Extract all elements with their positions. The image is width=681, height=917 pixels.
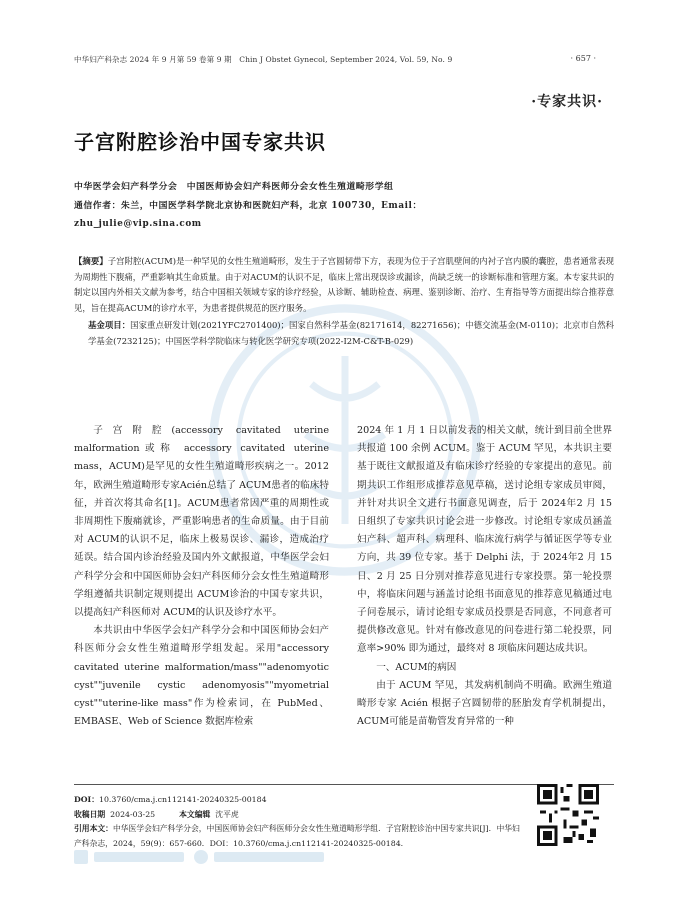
fund-paragraph [74, 318, 614, 349]
body-column-right [357, 422, 612, 731]
body-column-left [74, 422, 329, 731]
abstract [74, 254, 614, 349]
body-paragraph: 子宫附腔(accessory cavitated uterine malformation或称 accessory cavitated uterine mass，ACUM)是罕见的女性生殖道畸形疾病之一。2012 年，欧洲生殖道畸形专家Acién总结了 ACUM患者的临床特征，并首次将其命名[1]。ACUM患者常因严重的周期性或非周期性下腹痛就诊，严重影响患者的生命质量。由于目前对 ACUM的认识不足，临床上极易误诊、漏诊，造成治疗延误。结合国内诊治经验及国内外文献报道，中华医学会妇产科学分会和中国医师协会妇产科医师分会女性生殖道畸形学组遵循共识制定规则提出 ACUM诊治的中国专家共识，以提高妇产科医师对 ACUM的认识及诊疗水平。 [74, 425, 329, 619]
received-label: 收稿日期 [74, 809, 106, 819]
doi-label: DOI： [74, 795, 99, 804]
fund-text: 国家重点研发计划(2021YFC2701400)；国家自然科学基金(82171614，82271656)；中德交流基金(M-0110)；北京市自然科学基金(7232125)；中国医学科学院临床与转化医学研究专项(2022-I2M-C&T-B-029) [88, 320, 615, 346]
editor-name: 沈平虎 [215, 809, 239, 819]
body-paragraph: 2024 年 1 月 1 日以前发表的相关文献，统计到目前全世界共报道 100 余例 ACUM。鉴于 ACUM 罕见，本共识主要基于既往文献报道及有临床诊疗经验的专家提出的意见。前期共识工作组形成推荐意见草稿，送讨论组专家成员审阅，并针对共识全文进行书面意见调查，后于 2024年2 月 15 日组织了专家共识讨论会进一步修改。讨论组专家成员涵盖妇产科、超声科、病理科、临床流行病学与循证医学等专业方向，共 39 位专家。基于 Delphi 法，于 2024年2 月 15 日、2 月 25 日分别对推荐意见进行专家投票。第一轮投票中，将临床问题与涵盖讨论组书面意见的推荐意见稿通过电子问卷展示，请讨论组专家成员投票是否同意，不同意者可提供修改意见。针对有修改意见的问卷进行第二轮投票，同意率>90% 即为通过，最终对 8 项临床问题达成共识。 [357, 425, 612, 655]
abstract-label: 【摘要】 [74, 256, 108, 266]
editor-label: 本文编辑 [179, 809, 211, 819]
footer-rule [74, 784, 614, 785]
section-heading: 一、ACUM的病因 [376, 661, 457, 673]
abstract-text: 子宫附腔(ACUM)是一种罕见的女性生殖道畸形，发生于子宫圆韧带下方，表现为位于子宫肌壁间的内衬子宫内膜的囊腔，患者通常表现为周期性下腹痛，严重影响其生命质量。由于对ACUM的认识不足，临床上常出现误诊或漏诊，尚缺乏统一的诊断标准和管理方案。本专家共识的制定以国内外相关文献为参考，结合中国相关领域专家的诊疗经验，从诊断、辅助检查、病理、鉴别诊断、治疗、生育指导等方面提出综合推荐意见，旨在提高ACUM的诊疗水平，为患者提供规范的医疗服务。 [74, 256, 615, 313]
page-number: · 657 · [570, 54, 596, 63]
doi-link[interactable]: 10.3760/cma.j.cn112141-20240325-00184 [99, 795, 267, 804]
fund-label: 基金项目： [88, 320, 131, 330]
body-paragraph: 由于 ACUM 罕见，其发病机制尚不明确。欧洲生殖道畸形专家 Acién 根据子宫圆韧带的胚胎发育学机制提出，ACUM可能是苗勒管发育异常的一种 [357, 679, 612, 728]
abstract-paragraph [74, 254, 614, 316]
running-head: 中华妇产科杂志 2024 年 9 月第 59 卷第 9 期 Chin J Obstet Gynecol, September 2024, Vol. 59, No. 9 [74, 55, 453, 64]
author-line-1: 中华医学会妇产科学分会 中国医师协会妇产科医师分会女性生殖道畸形学组 [74, 182, 394, 192]
publisher-logo-icon [74, 846, 334, 868]
author-block [74, 178, 614, 234]
author-email[interactable]: zhu_julie@vip.sina.com [74, 219, 202, 229]
qr-code-icon[interactable] [537, 784, 599, 846]
body-paragraph: 本共识由中华医学会妇产科学分会和中国医师协会妇产科医师分会女性生殖道畸形学组发起。采用"accessory cavitated uterine malformation/mass""adenomyotic cyst""juvenile cystic adenomyosis""myometrial cyst""uterine-like mass"作为检索词，在 PubMed、EMBASE、Web of Science 数据库检索 [74, 625, 329, 728]
article-footer [74, 793, 524, 851]
article-title: 子宫附腔诊治中国专家共识 [74, 130, 326, 154]
citation-label: 引用本文： [74, 824, 113, 833]
citation-text: 中华医学会妇产科学分会，中国医师协会妇产科医师分会女性生殖道畸形学组．子宫附腔诊治中国专家共识[J]．中华妇产科杂志，2024，59(9)：657-660．DOI：10.3760/cma.j.cn112141-20240325-00184. [74, 824, 520, 848]
doi-line [74, 793, 524, 808]
dates-line [74, 808, 524, 823]
section-tag: ·专家共识· [531, 94, 603, 110]
author-line-2: 通信作者：朱兰，中国医学科学院北京协和医院妇产科，北京 100730，Email： [74, 200, 422, 211]
received-date: 2024-03-25 [110, 809, 156, 819]
